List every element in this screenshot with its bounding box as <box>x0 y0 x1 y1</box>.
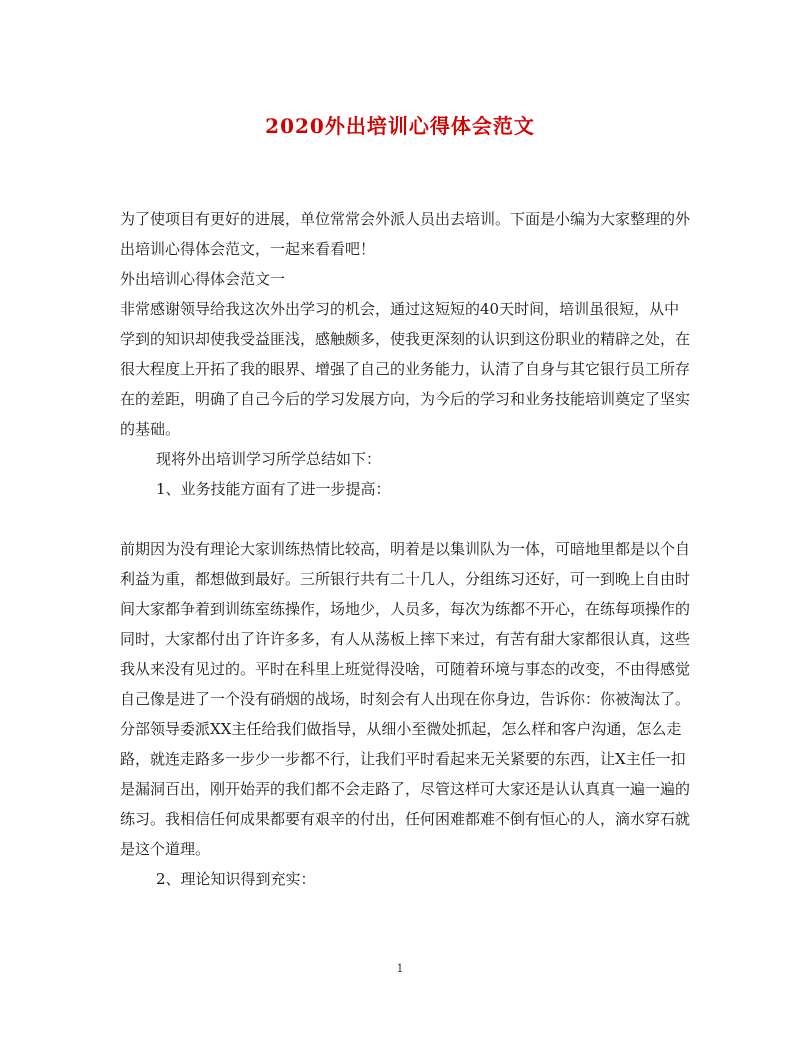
page-title: 2020外出培训心得体会范文 <box>265 114 535 138</box>
document-body <box>120 204 690 894</box>
intro-paragraph: 为了使项目有更好的进展，单位常常会外派人员出去培训。下面是小编为大家整理的外出培训心得体会范文，一起来看看吧！ <box>120 210 691 258</box>
page-number: 1 <box>396 962 404 975</box>
point-heading-2: 2、理论知识得到充实： <box>156 870 316 888</box>
point-heading-1: 1、业务技能方面有了进一步提高： <box>156 480 391 498</box>
body-paragraph-1: 非常感谢领导给我这次外出学习的机会，通过这短短的40天时间，培训虽很短，从中学到的知识却使我受益匪浅，感触颇多，使我更深刻的认识到这份职业的精辟之处，在很大程度上开拓了我的眼界、增强了自己的业务能力，认清了自身与其它银行员工所存在的差距，明确了自己今后的学习发展方向，为今后的学习和业务技能培训奠定了坚实的基础。 <box>120 300 691 438</box>
section-heading: 外出培训心得体会范文一 <box>120 270 286 288</box>
body-paragraph-2: 前期因为没有理论大家训练热情比较高，明着是以集训队为一体，可暗地里都是以个自利益为重，都想做到最好。三所银行共有二十几人，分组练习还好，可一到晚上自由时间大家都争着到训练室练操作，场地少，人员多，每次为练都不开心，在练每项操作的同时，大家都付出了许许多多，有人从荡板上摔下来过，有苦有甜大家都很认真，这些我从来没有见过的。平时在科里上班觉得没啥，可随着环境与事态的改变，不由得感觉自己像是进了一个没有硝烟的战场，时刻会有人出现在你身边，告诉你：你被淘汰了。分部领导委派XX主任给我们做指导，从细小至微处抓起，怎么样和客户沟通，怎么走路，就连走路多一步少一步都不行，让我们平时看起来无关紧要的东西，让X主任一扣是漏洞百出，刚开始弄的我们都不会走路了，尽管这样可大家还是认认真真一遍一遍的练习。我相信任何成果都要有艰辛的付出，任何困难都难不倒有恒心的人，滴水穿石就是这个道理。 <box>120 540 691 858</box>
paragraph-gap <box>120 504 690 534</box>
summary-intro: 现将外出培训学习所学总结如下： <box>156 450 382 468</box>
